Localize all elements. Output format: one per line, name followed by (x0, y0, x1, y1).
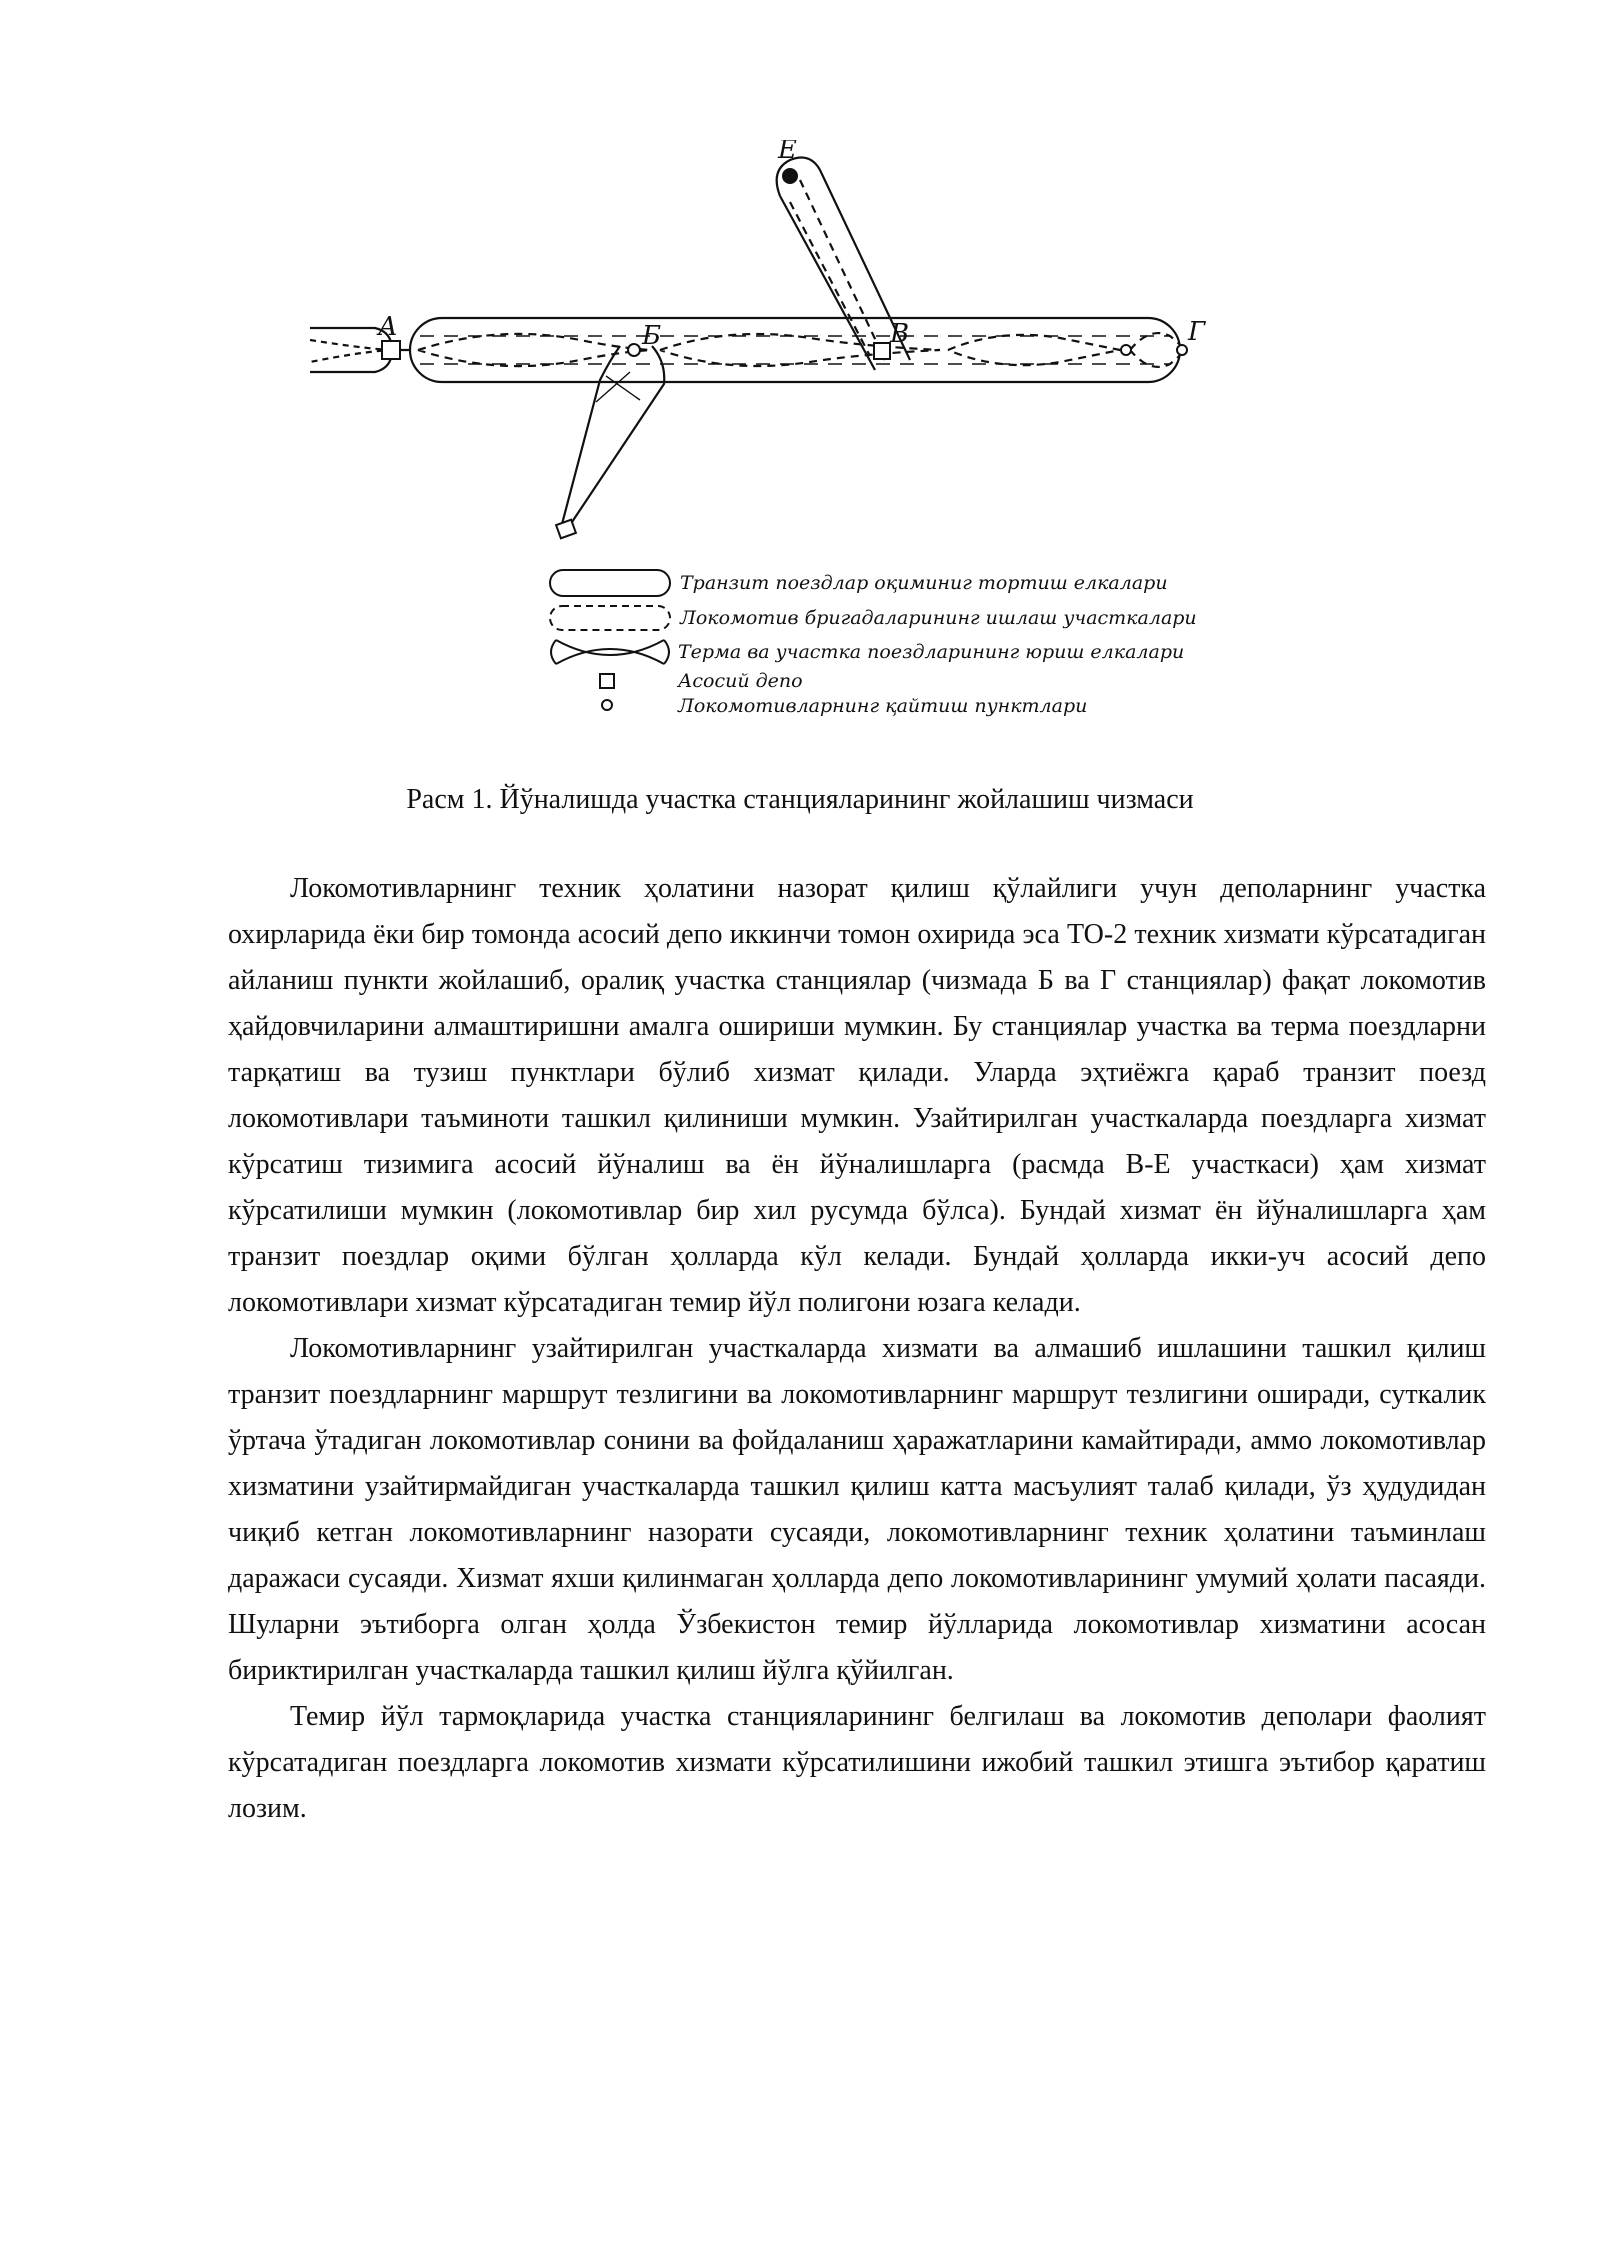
branch-v-up-dashed-2 (790, 202, 870, 356)
route-scheme-figure (300, 140, 1300, 720)
legend-item-2-text: Терма ва участка поездларининг юриш елкалари (678, 641, 1185, 663)
station-label-e: Е (778, 140, 797, 165)
station-label-g: Г (1188, 317, 1206, 347)
depot-bottom-square (556, 520, 576, 539)
circle-turnaround-icon (602, 700, 612, 710)
main-transit-oval (410, 318, 1180, 382)
station-label-a: А (378, 312, 398, 342)
crossed-loop-icon (551, 640, 669, 664)
depot-a-square (382, 341, 400, 359)
legend-item-3-text: Асосий депо (678, 670, 803, 692)
depot-v-square (874, 343, 890, 359)
legend (550, 570, 670, 710)
turnaround-g-circle (1121, 345, 1131, 355)
crew-section-ab-dashed (418, 334, 650, 366)
figure-caption: Расм 1. Йўналишда участка станцияларининг жойлашиш чизмаси (406, 784, 1194, 815)
turnaround-d-circle (1177, 345, 1187, 355)
legend-item-0-text: Транзит поездлар оқиминиг тортиш елкалари (680, 572, 1168, 594)
paragraph-2: Локомотивларнинг узайтирилган участкаларда хизмати ва алмашиб ишлашини ташкил қилиш транзит поездларнинг маршрут тезлигини ва локомотивларнинг маршрут тезлигини оширади, суткалик ўртача ўтадиган локомотивлар сонини ва фойдаланиш ҳаражатларини камайтиради, аммо локомотивлар хизматини узайтирмайдиган участкаларда ташкил қилиш катта масъулият талаб қилади, ўз ҳудудидан чиқиб кетган локомотивларнинг назорати сусаяди, локомотивларнинг техник ҳолатини таъминлаш даражаси сусаяди. Хизмат яхши қилинмаган ҳолларда депо локомотивларининг умумий ҳолати пасаяди. Шуларни эътиборга олган ҳолда Ўзбекистон темир йўлларида локомотивлар хизматини асосан бириктирилган участкаларда ташкил қилиш йўлга қўйилган. (228, 1333, 1486, 1686)
branch-b-down (562, 346, 620, 524)
route-scheme-diagram (300, 140, 1300, 720)
legend-item-4-text: Локомотивларнинг қайтиш пунктлари (678, 695, 1088, 717)
paragraph-3: Темир йўл тармоқларида участка станцияларининг белгилаш ва локомотив деполари фаолият кўрсатадиган поездларга локомотив хизмати кўрсатилишини ижобий ташкил этишга эътибор қаратиш лозим. (228, 1701, 1486, 1824)
branch-b-down-2 (568, 346, 664, 528)
square-depot-icon (600, 674, 614, 688)
document-body (228, 866, 1486, 1832)
solid-oval-icon (550, 570, 670, 596)
branch-v-up-2 (780, 196, 875, 370)
turnaround-e-circle (783, 169, 797, 183)
paragraph-1: Локомотивларнинг техник ҳолатини назорат қилиш қўлайлиги учун деполарнинг участка охирларида ёки бир томонда асосий депо иккинчи томон охирида эса ТО-2 техник хизмати кўрсатадиган айланиш пункти жойлашиб, оралиқ участка станциялар (чизмада Б ва Г станциялар) фақат локомотив ҳайдовчиларини алмаштиришни амалга ошириши мумкин. Бу станциялар участка ва терма поездларни тарқатиш ва тузиш пунктлари бўлиб хизмат қилади. Уларда эҳтиёжга қараб транзит поезд локомотивлари таъминоти ташкил қилиниши мумкин. Узайтирилган участкаларда поездларга хизмат кўрсатиш тизимига асосий йўналиш ва ён йўналишларга (расмда В-Е участкаси) ҳам хизмат кўрсатилиши мумкин (локомотивлар бир хил русумда бўлса). Бундай хизмат ён йўналишларга ҳам транзит поездлар оқими бўлган ҳолларда кўл келади. Бундай ҳолларда икки-уч асосий депо локомотивлари хизмат кўрсатадиган темир йўл полигони юзага келади. (228, 873, 1486, 1318)
station-label-v: В (890, 319, 910, 349)
dashed-oval-icon (550, 606, 670, 630)
legend-item-1-text: Локомотив бригадаларининг ишлаш участкалари (680, 607, 1197, 629)
crew-section-vg-dashed (948, 335, 1120, 365)
branch-v-up-dashed (800, 180, 885, 360)
track-fragment-left-dashed (310, 340, 390, 362)
turnaround-b-circle (628, 344, 640, 356)
station-label-b: Б (642, 321, 662, 351)
